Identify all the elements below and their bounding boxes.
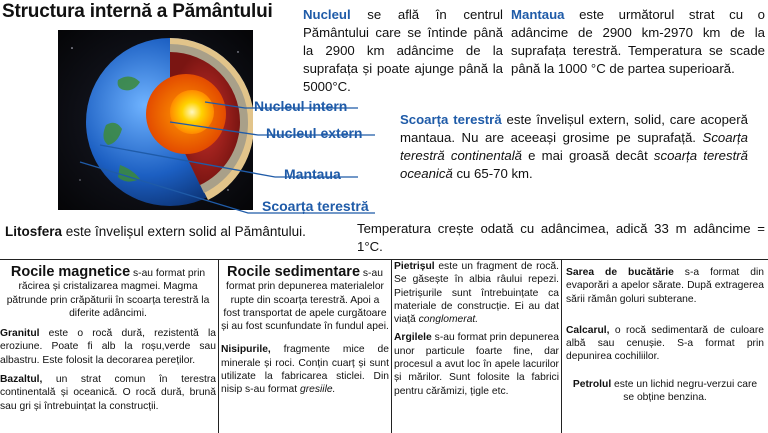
gravel-text: este un fragment de rocă. Se găsește în albia râului repezi. Pietrișurile sunt întrebuințate ca materiale de construcție. Ei au dat viață xyxy=(394,261,559,326)
granite-text: este o rocă dură, rezistentă la eroziune. Poate fi alb la roșu,verde sau albastru. Este folosit la decorarea pereților. xyxy=(0,328,216,366)
salt-term: Sarea de bucătărie xyxy=(566,267,674,278)
salt-text: s-a format din evaporări a apelor sărate. După extragerea sării rămân goluri subterane. xyxy=(566,267,765,305)
divider-col3 xyxy=(561,259,562,433)
lithosphere-term: Litosfera xyxy=(5,224,63,239)
label-outer-core: Nucleul extern xyxy=(266,125,363,141)
gravel-paragraph xyxy=(394,260,559,326)
nucleus-paragraph xyxy=(303,6,503,96)
mantle-term: Mantaua xyxy=(511,7,565,22)
lithosphere-text: este învelișul extern solid al Pământului. xyxy=(62,224,306,239)
page-title: Structura internă a Pământului xyxy=(2,1,273,22)
magmatic-section xyxy=(0,266,216,413)
crust-paragraph xyxy=(400,111,748,183)
granite-term: Granitul xyxy=(0,328,40,340)
crust-term: Scoarța terestră xyxy=(400,112,502,127)
label-inner-core: Nucleul intern xyxy=(254,98,348,114)
oil-paragraph xyxy=(566,378,764,405)
sedimentary-intro xyxy=(221,266,389,333)
magmatic-title: Rocile magnetice xyxy=(10,264,131,280)
salt-limestone-oil-section xyxy=(566,266,764,404)
nucleus-text: se află în centrul Pământului care se întinde până la 2900 km adâncime de la suprafața și poate ajunge până la 5000°C. xyxy=(303,7,503,94)
sedimentary-intro-text: s-au format prin depunerea materialelor rupte din scoarța terestră. Apoi a fost transportat de apele curgătoare și au fost scunfundate în fundul apei. xyxy=(221,268,389,333)
divider-col2 xyxy=(391,259,392,433)
crust-oceanic: scoarța terestră oceanică xyxy=(400,148,748,181)
basalt-term: Bazaltul, xyxy=(0,374,43,386)
basalt-paragraph xyxy=(0,373,216,413)
mantle-text: este următorul strat cu o adâncime de 2900 km-2970 km de la suprafața terestră. Temperatura se scade până la 1000 °C de partea superioară. xyxy=(511,7,765,76)
sedimentary-title: Rocile sedimentare xyxy=(227,264,361,280)
sedimentary-section xyxy=(221,266,389,397)
limestone-text: o rocă sedimentară de culoare albă sau cenușie. S-a format prin depunirea cochiliilor. xyxy=(566,324,764,363)
sand-paragraph xyxy=(221,343,389,396)
crust-continental: Scoarța terestră continentală xyxy=(400,130,748,163)
granite-paragraph xyxy=(0,327,216,367)
magmatic-intro xyxy=(0,266,216,320)
sand-term: Nisipurile, xyxy=(221,344,271,356)
limestone-paragraph xyxy=(566,324,764,364)
divider-horizontal xyxy=(0,259,768,260)
crust-text-1: este învelișul extern, solid, care acoperă mantaua. Nu are aceeași grosime pe suprafață. xyxy=(400,112,748,145)
divider-col1 xyxy=(218,259,219,433)
lithosphere-line xyxy=(5,224,306,239)
crust-text-2: e mai groasă decât xyxy=(521,148,654,163)
basalt-text: un strat comun în terestra continentală și oceanică. O rocă dură, brună sau gri și întrebuințat la construcții. xyxy=(0,374,216,412)
sand-sandstone: gresiile. xyxy=(299,384,336,396)
sand-text: fragmente mice de minerale și roci. Conțin cuarț și sunt utilizate la fabricarea sticlei. Din nisip s-au format xyxy=(221,344,389,396)
label-crust: Scoarța terestră xyxy=(262,198,369,214)
temperature-paragraph: Temperatura crește odată cu adâncimea, adică 33 m adâncime = 1°C. xyxy=(357,221,765,254)
crust-text-3: cu 65-70 km. xyxy=(452,166,533,181)
limestone-term: Calcarul, xyxy=(566,324,610,336)
nucleus-term: Nucleul xyxy=(303,7,351,22)
magmatic-intro-text: s-au format prin răcirea și cristalizarea magmei. Magma pătrunde prin crăpăturii în scoarța terestră la diferite adâncimi. xyxy=(6,268,210,319)
mantle-paragraph xyxy=(511,6,765,78)
clay-text: s-au format prin depunerea unor particule foarte fine, dar procesul a avut loc în apele lacurilor și mărilor. Sunt folosite la fabrici pentru cărămizi, țigle etc. xyxy=(394,332,559,397)
clay-paragraph xyxy=(394,331,559,397)
label-mantle: Mantaua xyxy=(284,166,341,182)
gravel-conglomerate: conglomerat. xyxy=(418,314,479,326)
oil-text: este un lichid negru-verzui care se obține benzina. xyxy=(611,378,758,404)
oil-term: Petrolul xyxy=(572,378,612,390)
clay-term: Argilele xyxy=(394,332,432,344)
salt-paragraph xyxy=(566,266,764,306)
gravel-clay-section xyxy=(394,260,559,398)
gravel-term: Pietrișul xyxy=(394,261,435,272)
